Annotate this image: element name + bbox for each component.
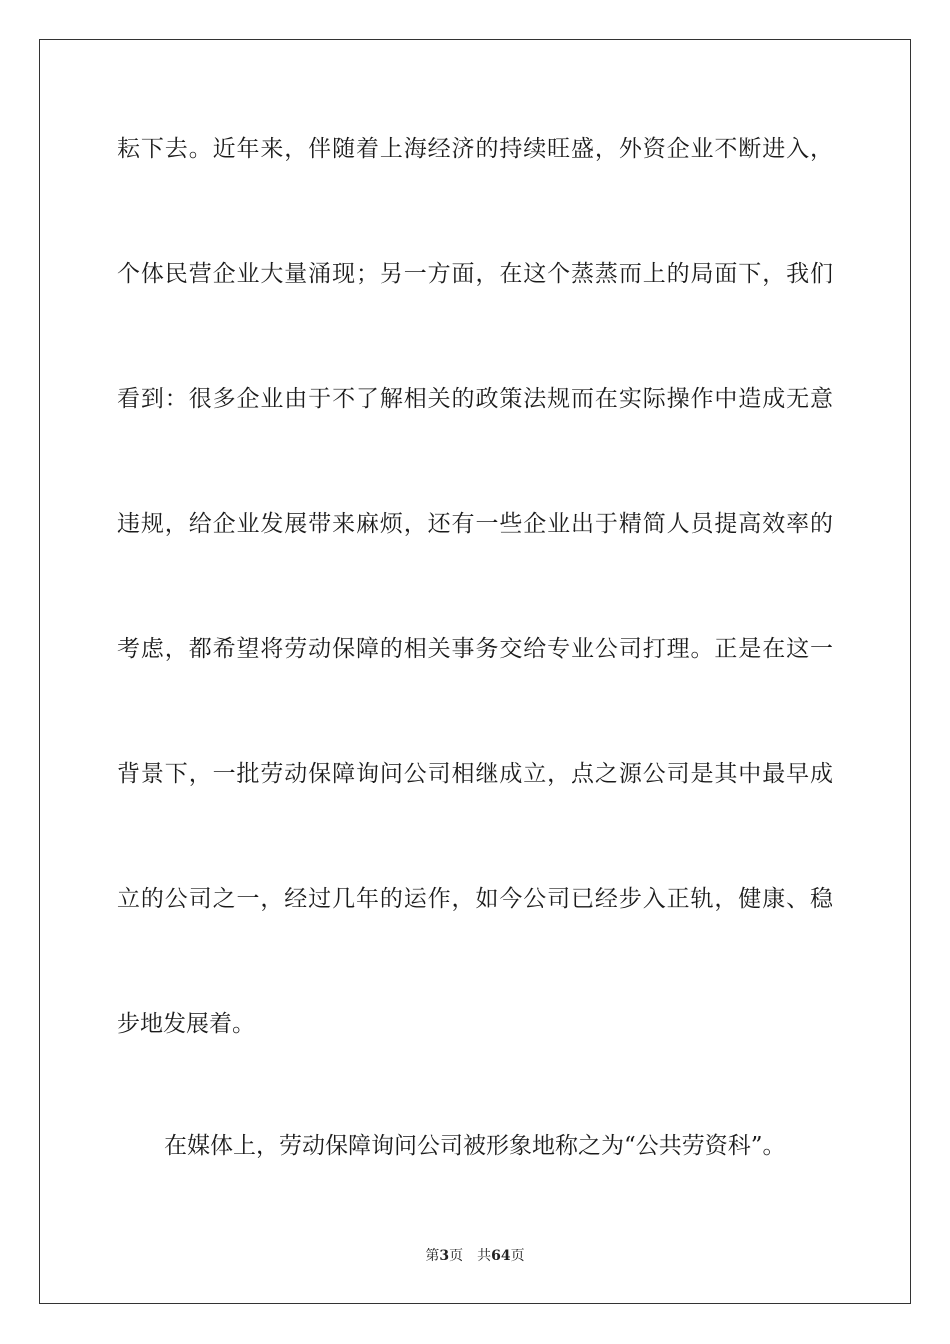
text-line: 个体民营企业大量涌现；另一方面，在这个蒸蒸而上的局面下，我们 <box>117 261 833 287</box>
total-suffix: 页 <box>510 1248 525 1264</box>
page-border <box>39 39 911 1304</box>
page-suffix: 页 <box>449 1248 464 1264</box>
text-line: 耘下去。近年来，伴随着上海经济的持续旺盛，外资企业不断进入， <box>117 136 833 162</box>
page-footer <box>0 1246 950 1266</box>
text-line: 背景下，一批劳动保障询问公司相继成立，点之源公司是其中最早成 <box>117 761 833 787</box>
text-line: 立的公司之一，经过几年的运作，如今公司已经步入正轨，健康、稳 <box>117 886 833 912</box>
text-line: 考虑，都希望将劳动保障的相关事务交给专业公司打理。正是在这一 <box>117 636 833 662</box>
paragraph-line: 在媒体上，劳动保障询问公司被形象地称之为“公共劳资科”。 <box>164 1133 786 1159</box>
total-pages: 64 <box>491 1248 511 1264</box>
text-line: 看到：很多企业由于不了解相关的政策法规而在实际操作中造成无意 <box>117 386 833 412</box>
total-prefix: 共 <box>477 1248 492 1264</box>
text-line: 违规，给企业发展带来麻烦，还有一些企业出于精简人员提高效率的 <box>117 511 833 537</box>
page-number: 3 <box>439 1248 450 1264</box>
text-line: 步地发展着。 <box>117 1011 255 1037</box>
page-prefix: 第 <box>425 1248 440 1264</box>
